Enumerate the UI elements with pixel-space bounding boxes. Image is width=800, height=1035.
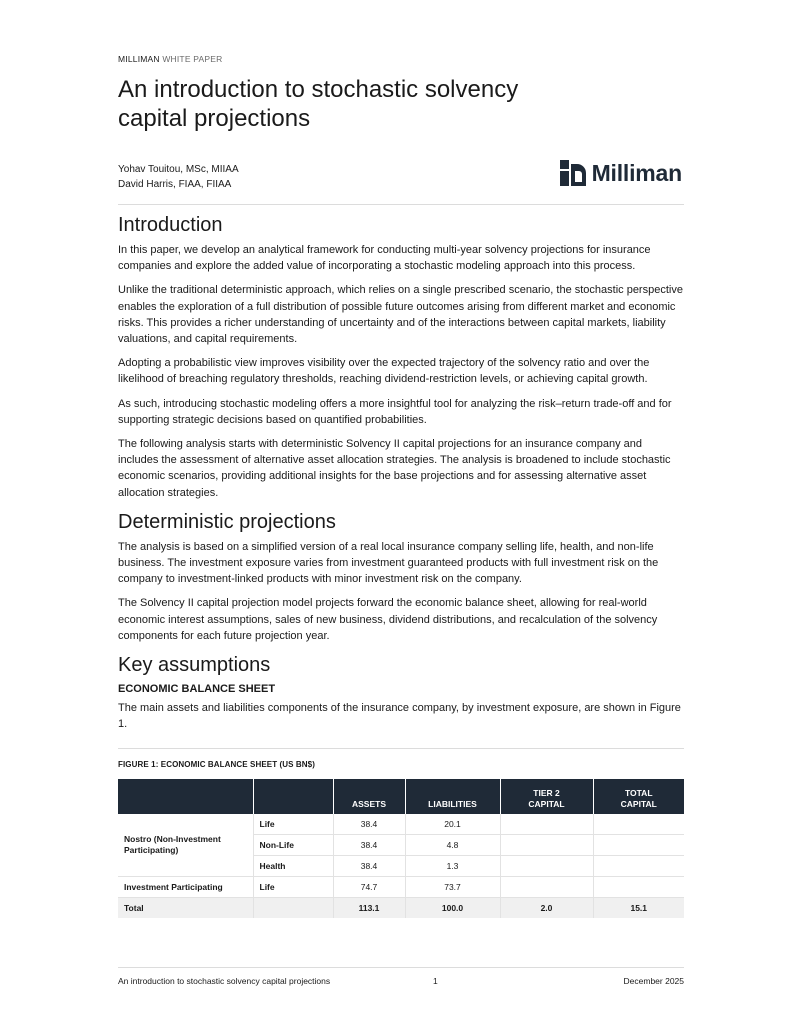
line-label: Life — [253, 814, 333, 835]
total-tier2-cell: 2.0 — [500, 898, 593, 919]
author-list — [118, 162, 239, 192]
series-brand: MILLIMAN — [118, 54, 160, 64]
column-header — [118, 779, 253, 814]
footer-date: December 2025 — [623, 976, 684, 986]
figure-divider — [118, 748, 684, 749]
series-label — [118, 54, 222, 64]
paragraph: As such, introducing stochastic modeling offers a more insightful tool for analyzing the risk–return trade-off and for supporting strategic decisions based on quantified probabilities. — [118, 397, 672, 426]
milliman-logo — [560, 158, 682, 188]
line-label: Life — [253, 877, 333, 898]
paragraph: The Solvency II capital projection model projects forward the economic balance sheet, allowing for real-world economic interest assumptions, sales of new business, dividend distributions, and recalculation of the solvency components for each future projection year. — [118, 597, 658, 642]
section-heading-deterministic: Deterministic projections — [118, 510, 336, 533]
tier2-cell — [500, 877, 593, 898]
column-header-total-capital: TOTAL CAPITAL — [593, 779, 684, 814]
balance-sheet-table — [118, 779, 684, 918]
paragraph: Unlike the traditional deterministic approach, which relies on a single prescribed scenario, the stochastic perspective enables the exploration of a full distribution of possible future outcomes arising from different market and economic risks. This provides a richer understanding of uncertainty and of the interactions between capital markets, liability valuations, and capital requirements. — [118, 284, 683, 346]
paper-body — [118, 212, 684, 740]
total-row — [118, 898, 684, 919]
tier2-cell — [500, 814, 593, 835]
table-row — [118, 814, 684, 835]
line-label: Health — [253, 856, 333, 877]
paragraph: Adopting a probabilistic view improves visibility over the expected trajectory of the solvency ratio and over the likelihood of breaching regulatory thresholds, reaching dividend-restriction levels, or achieving capital growth. — [118, 357, 650, 386]
assets-cell: 38.4 — [333, 856, 405, 877]
paragraph: In this paper, we develop an analytical framework for conducting multi-year solvency projections for insurance companies and explore the added value of incorporating a stochastic modeling approach into this process. — [118, 244, 651, 273]
liabilities-cell: 73.7 — [405, 877, 500, 898]
total-capital-cell — [593, 835, 684, 856]
column-header-assets: ASSETS — [333, 779, 405, 814]
tier2-cell — [500, 856, 593, 877]
series-doc-type: WHITE PAPER — [162, 54, 223, 64]
column-header-tier2-capital: TIER 2 CAPITAL — [500, 779, 593, 814]
table-row — [118, 877, 684, 898]
paragraph: The main assets and liabilities components of the insurance company, by investment exposure, are shown in Figure 1. — [118, 702, 681, 731]
group-label-nostro: Nostro (Non-Investment Participating) — [118, 814, 253, 877]
total-line-cell — [253, 898, 333, 919]
assets-cell: 74.7 — [333, 877, 405, 898]
total-capital-cell — [593, 814, 684, 835]
total-label: Total — [118, 898, 253, 919]
liabilities-cell: 1.3 — [405, 856, 500, 877]
paragraph: The following analysis starts with deterministic Solvency II capital projections for an insurance company and includes the assessment of alternative asset allocation strategies. The analysis is broadened to include stochastic economic scenarios, providing additional insights for the base projections and for assessing alternative asset allocation strategies. — [118, 438, 671, 499]
column-header — [253, 779, 333, 814]
group-label-investment: Investment Participating — [118, 877, 253, 898]
line-label: Non-Life — [253, 835, 333, 856]
column-header-liabilities: LIABILITIES — [405, 779, 500, 814]
paragraph: The analysis is based on a simplified version of a real local insurance company selling life, health, and non-life business. The investment exposure varies from investment guaranteed products with full investment risk on the company to investment-linked products with minor investment risk on the company. — [118, 540, 659, 586]
footer-divider — [118, 967, 684, 968]
table-header-row — [118, 779, 684, 814]
author-1: Yohav Touitou, MSc, MIIAA — [118, 164, 239, 175]
total-capital-cell — [593, 877, 684, 898]
header-divider — [118, 204, 684, 205]
tier2-cell — [500, 835, 593, 856]
total-assets-cell: 113.1 — [333, 898, 405, 919]
author-2: David Harris, FIAA, FIIAA — [118, 179, 232, 190]
milliman-logo-mark-icon — [560, 160, 586, 186]
footer-title: An introduction to stochastic solvency capital projections — [118, 976, 331, 986]
subheading-balance-sheet: ECONOMIC BALANCE SHEET — [118, 683, 276, 696]
liabilities-cell: 4.8 — [405, 835, 500, 856]
section-heading-introduction: Introduction — [118, 214, 223, 236]
total-capital-total-cell: 15.1 — [593, 898, 684, 919]
page-number: 1 — [433, 976, 438, 986]
assets-cell: 38.4 — [333, 835, 405, 856]
paper-title: An introduction to stochastic solvency capital projections — [118, 76, 519, 132]
milliman-logo-text: Milliman — [591, 159, 682, 186]
total-capital-cell — [593, 856, 684, 877]
liabilities-cell: 20.1 — [405, 814, 500, 835]
total-liabilities-cell: 100.0 — [405, 898, 500, 919]
section-heading-assumptions: Key assumptions — [118, 654, 271, 677]
figure-title: FIGURE 1: ECONOMIC BALANCE SHEET (US BN$) — [118, 760, 315, 769]
assets-cell: 38.4 — [333, 814, 405, 835]
